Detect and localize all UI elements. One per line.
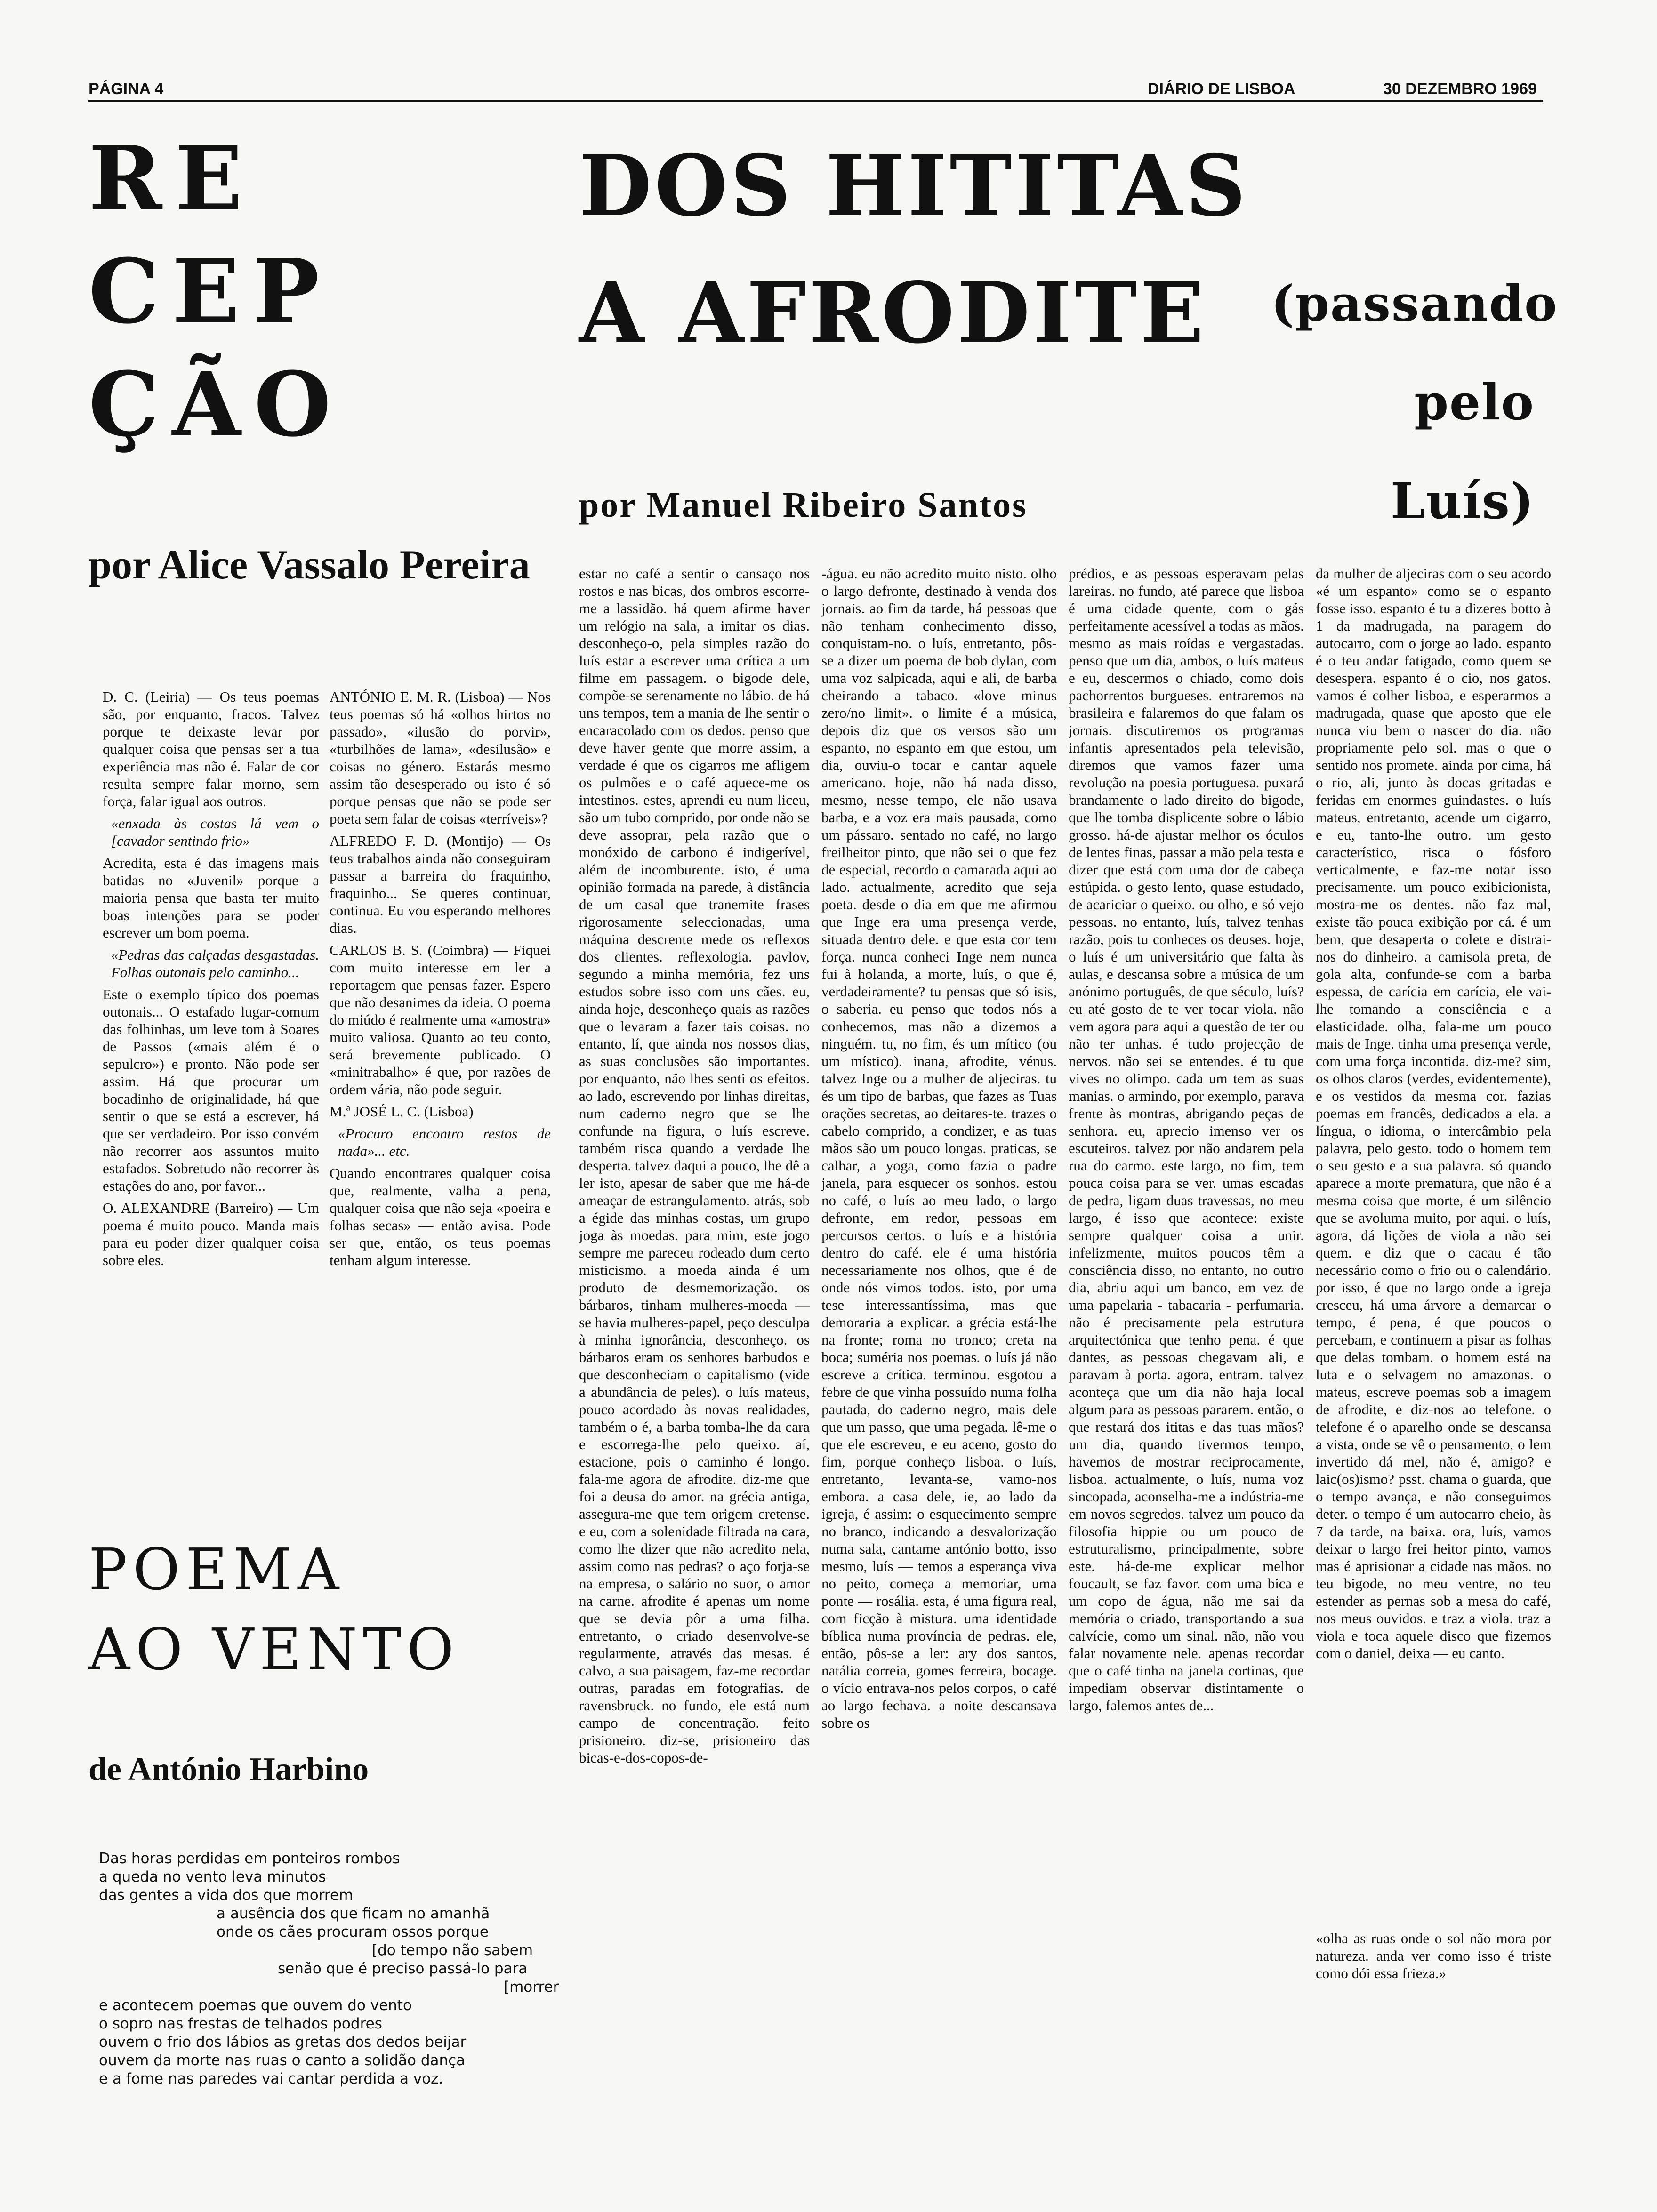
rececao-paragraph: ANTÓNIO E. M. R. (Lisboa) — Nos teus poemas só há «olhos hirtos no passado», «ilusão do porvir», «turbilhões de lama», «desilusão» e coisas no género. Estarás mesmo assim tão desesperado ou isto é só porque pensas que não se pode ser poeta sem falar de coisas «terríveis»? (330, 689, 551, 827)
hititas-column-3: prédios, e as pessoas esperavam pelas lareiras. no fundo, até parece que lisboa é uma cidade quente, com o gás perfeitamente acessível a todas as mãos. mesmo as mais roídas e vergastadas. penso que um dia, ambos, o luís mateus e eu, descermos o chiado, como dois pachorrentos burgueses. entraremos na brasileira e falaremos do que falam os jornais. discutiremos os programas infantis apresentados pela televisão, diremos que vamos fazer uma revolução na poesia portuguesa. puxará brandamente o lado direito do bigode, que lhe tomba displicente sobre o lábio grosso. há-de ajustar melhor os óculos de lentes finas, passar a mão pela testa e dizer que está com uma dor de cabeça estúpida. o gesto lento, quase estudado, de acariciar o queixo. ou olho, e só vejo pessoas. no entanto, luís, talvez tenhas razão, pois tu conheces os deuses. hoje, o luís é um universitário que falta às aulas, e descansa sobre a música de um anónimo português, de que século, luís? eu até gosto de te ver tocar viola. não vem agora para aqui a questão de ter ou não ter unhas. é tudo projecção de nervos. não sei se entendes. é tu que vives no olimpo. cada um tem as suas manias. o armindo, por exemplo, parava frente às montras, abrigando peças de senhora. eu, aprecio imenso ver os escuteiros. talvez por não andarem pela rua do carmo. este largo, no fim, tem pouca coisa para se ver. umas escadas de pedra, ligam duas travessas, no meu largo, é isso que acontece: existe sempre qualquer coisa a unir. infelizmente, muitos poucos têm a consciência disso, no entanto, no outro dia, abriu aqui um banco, em vez de uma papelaria - tabacaria - perfumaria. não é precisamente pela estrutura arquitectónica que tenho pena. é que dantes, as pessoas chegavam ali, e paravam à porta. agora, entram. talvez aconteça que um dia não haja local algum para as pessoas pararem. então, o que restará dos ititas e das tuas mãos? um dia, quando tivermos tempo, havemos de mostrar reciprocamente, lisboa. actualmente, o luís, numa voz sincopada, aconselha-me a indústria-me em novos segredos. talvez um pouco da filosofia hippie ou um pouco de estruturalismo, principalmente, sobre este. há-de-me explicar melhor foucault, se faz favor. com uma bica e um copo de água, não me sai da memória o criado, transportando a sua calvície, como um sinal. não, não vou falar novamente nele. apenas recordar que o café tinha na janela cortinas, que impediam observar distintamente o largo, falemos antes de... (1069, 565, 1304, 1714)
rececao-paragraph: D. C. (Leiria) — Os teus poemas são, por enquanto, fracos. Talvez porque te deixaste levar por qualquer coisa que pensas ser a tua experiência mas não é. Falar de cor resulta sempre falar morno, sem força, falar igual aos outros. (103, 689, 319, 809)
poem-line: onde os cães procuram ossos porque (217, 1923, 489, 1940)
poem-line: a queda no vento leva minutos (99, 1868, 326, 1885)
hititas-column-4 (1316, 565, 1551, 2094)
poem-line: ouvem da morte nas ruas o canto a solidão dança (99, 2052, 466, 2069)
rececao-column-1 (103, 688, 319, 1479)
hititas-subtitle-line: pelo Luís) (1390, 373, 1535, 530)
poema-title-line: POEMA (88, 1536, 345, 1603)
page-number: PÁGINA 4 (88, 80, 164, 98)
header-rule (88, 100, 1543, 102)
hititas-title (579, 122, 1248, 377)
poem-line: o sopro nas frestas de telhados podres (99, 2015, 382, 2032)
rececao-paragraph: CARLOS B. S. (Coimbra) — Fiquei com muito interesse em ler a reportagem que pensas fazer. Espero que não desanimes da ideia. O poema do miúdo é realmente uma «amostra» muito valiosa. Quanto ao teu conto, será brevemente publicado. O «minitrabalho» é que, por razões de ordem vária, não pode seguir. (330, 942, 551, 1098)
hititas-column-4-quote: «olha as ruas onde o sol não mora por natureza. anda ver como isso é triste como dói essa frieza.» (1316, 1930, 1551, 1981)
rececao-paragraph: Quando encontrares qualquer coisa que, realmente, valha a pena, qualquer coisa que não seja «poeira e folhas secas» — então avisa. Pode ser que, então, os teus poemas tenham algum interesse. (330, 1165, 551, 1268)
hititas-title-line: A AFRODITE (579, 264, 1207, 362)
hititas-title-line: DOS HITITAS (579, 136, 1249, 235)
rececao-paragraph: O. ALEXANDRE (Barreiro) — Um poema é muito pouco. Manda mais para eu poder dizer qualquer coisa sobre eles. (103, 1200, 319, 1268)
rececao-quote: «Procuro encontro restos de nada»... etc. (338, 1125, 551, 1159)
poem-line: ouvem o frio dos lábios as gretas dos dedos beijar (99, 2034, 467, 2051)
poem-line: [morrer (504, 1979, 559, 1996)
hititas-subtitle (1271, 254, 1558, 551)
rececao-byline: por Alice Vassalo Pereira (88, 542, 530, 588)
poema-title (88, 1530, 459, 1690)
rececao-paragraph: Este o exemplo típico dos poemas outonais... O estafado lugar-comum das folhinhas, um leve tom à Soares de Passos («mais além é o sepulcro») e pronto. Não pode ser assim. Há que procurar um bocadinho de originalidade, há que sentir o que se está a escrever, há que ser verdadeiro. Por isso convém não recorrer aos assuntos muito estafados. Sobretudo não recorrer às estações do ano, por favor... (103, 986, 319, 1194)
poem-line: das gentes a vida dos que morrem (99, 1887, 354, 1904)
poema-byline: de António Harbino (88, 1751, 369, 1787)
rececao-paragraph: Acredita, esta é das imagens mais batidas no «Juvenil» porque a maioria pensa que basta ter muito boas intenções para se poder escrever um bom poema. (103, 855, 319, 941)
hititas-subtitle-line: (passando (1271, 274, 1558, 332)
rececao-paragraph: ALFREDO F. D. (Montijo) — Os teus trabalhos ainda não conseguiram passar a barreira do fraquinho, fraquinho... Se queres continuar, continua. Eu vou esperando melhores dias. (330, 833, 551, 936)
rececao-column-2 (330, 688, 551, 1479)
poem-line: a ausência dos que ficam no amanhã (217, 1905, 490, 1922)
rececao-title-line: RE (88, 127, 256, 231)
issue-date: 30 DEZEMBRO 1969 (1383, 80, 1537, 98)
hititas-column-4-text: da mulher de aljeciras com o seu acordo «é um espanto» como se o espanto fosse isso. espanto é tu a dizeres botto à 1 da madrugada, na paragem do autocarro, com o jorge ao lado. espanto é o teu andar fatigado, como quem se desespera. espanto é o cio, nos gatos. vamos é colher lisboa, e esperarmos a madrugada, quase que aposto que ele nunca viu bem o nascer do dia. não propriamente pelo sol. mas o que o sentido nos promete. ainda por cima, há o rio, ali, junto às docas gritadas e feridas em enormes guindastes. o luís mateus, entretanto, acende um cigarro, e eu, tanto-lhe outro. um gesto característico, risca o fósforo verticalmente, e faz-me notar isso precisamente. um pouco exibicionista, mostra-me os dentes. não faz mal, existe tão pouca exibição por cá. é um bem, que desaperta o colete e distrai-nos do dinheiro. a camisola preta, de gola alta, confunde-se com a barba espessa, de carícia em carícia, ele vai-lhe tomando a consciência e a elasticidade. olha, fala-me um pouco mais de Inge. tinha uma presença verde, com uma força incontida. diz-me? sim, os olhos claros (verdes, evidentemente), e os vestidos da mesma cor. fazias poemas em francês, dedicados a ela. a língua, o idioma, o intercâmbio pela palavra, pelo gesto. todo o homem tem o seu gesto e a sua palavra. só quando aparece a morte prematura, que não é a mesma coisa que morte, é um silêncio que se avoluma muito, por aqui. o luís, agora, dá lições de viola a não sei quem. e diz que o cacau é tão necessário como o frio ou o calendário. por isso, é que no largo onde a igreja cresceu, há uma árvore a demarcar o tempo, é pena, é que poucos o percebam, e continuem a pisar as folhas que delas tombam. o homem está na luta e o selvagem no amazonas. o mateus, escreve poemas sob a imagem de afrodite, e diz-nos ao telefone. o telefone é o aparelho onde se descansa a vista, onde se vê o pensamento, o lem invertido dá mel, não é, amigo? e laic(os)ismo? psst. chama o guarda, que o tempo avança, e não conseguimos deter. o tempo é um autocarro cheio, às 7 da tarde, na baixa. ora, luís, vamos deixar o largo frei heitor pinto, vamos mas é aprisionar a cidade nas mãos. no teu bigode, no meu ventre, no teu estender as pernas sob a mesa do café, nos meus ouvidos. e traz a viola. traz a viola e toca aquele disco que fizemos com o daniel, deixa — eu canto. (1316, 565, 1551, 1661)
rececao-paragraph: M.ª JOSÉ L. C. (Lisboa) (330, 1103, 474, 1120)
poem-line: e a fome nas paredes vai cantar perdida a voz. (99, 2070, 443, 2087)
hititas-byline: por Manuel Ribeiro Santos (579, 485, 1028, 525)
rececao-title-line: CEP (88, 240, 333, 344)
poem-line: Das horas perdidas em ponteiros rombos (99, 1850, 400, 1867)
rececao-quote: «enxada às costas lá vem o [cavador sentindo frio» (111, 815, 319, 849)
poem-line: [do tempo não sabem (372, 1942, 533, 1959)
hititas-column-2: -água. eu não acredito muito nisto. olho o largo defronte, destinado à venda dos jornais. ao fim da tarde, há pessoas que não tenham conhecimento disso, conquistam-no. o luís, entretanto, pôs-se a dizer um poema de bob dylan, com uma voz salpicada, aqui e ali, de barba cheirando a tabaco. «love minus zero/no limit». o limite é a música, depois diz que os versos são um espanto, no espanto em que estou, um dia, ouviu-o tocar e cantar aquele americano. hoje, não há nada disso, mesmo, nesse tempo, ele não usava barba, e a voz era mais pausada, como um pássaro. sentado no café, no largo freilheitor pinto, que não sei o que fez de especial, recordo o camarada aqui ao lado. actualmente, acredito que seja poeta. desde o dia em que me afirmou que Inge era uma presença verde, situada dentro dele. e que esta cor tem força. nunca conheci Inge nem nunca fui à holanda, a morte, luís, o que é, verdadeiramente? tu pensas que só isis, o saberia. eu penso que todos nós a conhecemos, mas não a dizemos a ninguém. tu, no fim, és um mítico (ou um místico). inana, afrodite, vénus. talvez Inge ou a mulher de aljeciras. tu és um tipo de barbas, que fazes as Tuas orações secretas, ao deitares-te. trazes o cabelo comprido, a condizer, e as tuas mãos são um pouco longas. praticas, se calhar, a yoga, como fazia o padre janela, para esquecer os sonhos. estou no café, o luís ao meu lado, o largo defronte, em redor, pessoas em percursos certos. o luís e a história dentro do café. ele é uma história necessariamente nos olhos, que é de onde nós vimos todos. isto, por uma tese interessantíssima, mas que demoraria a explicar. a grécia está-lhe na fronte; roma no tronco; creta na boca; suméria nos poemas. o luís já não escreve a crítica. terminou. esgotou a febre de que vinha possuído numa folha pautada, do caderno negro, mais dele que um passo, que uma pegada. lê-me o que ele escreveu, e eu aceno, gosto do fim, porque conheço lisboa. o luís, entretanto, levanta-se, vamo-nos embora. a casa dele, ie, ao lado da igreja, é assim: o esquecimento sempre no branco, indicando a desvalorização numa sala, cantame antónio botto, isso mesmo, luís — temos a esperança viva no peito, começa a memoriar, uma ponte — rosália. esta, é uma figura real, com ficção à mistura. uma identidade bíblica numa província de pedras. ele, então, pôs-se a ler: ary dos santos, natália correia, gomes ferreira, bocage. o vício entrava-nos pelos corpos, o café ao largo fechava. a noite descansava sobre os (821, 565, 1057, 1731)
hititas-column-1: estar no café a sentir o cansaço nos rostos e nas bicas, dos ombros escorre-me a lassidão. há quem afirme haver um relógio na sala, a imitar os dias. desconheço-o, pela simples razão do luís estar a escrever uma crítica a um filme em passagem. o bigode dele, compõe-se serenamente no lábio. de há uns tempos, tem a mania de lhe sentir o encaracolado com os dedos. penso que deve haver gente que morre assim, a verdade é que os cigarros me afligem os pulmões e o café aquece-me os intestinos. estes, aprendi eu num liceu, são um tubo comprido, por onde não se deve assoprar, pela razão que o monóxido de carbono é indigerível, além de incomburente. isto, é uma opinião formada na parede, à distância de um casal que tranemite frases rigorosamente seleccionadas, uma máquina descrente mede os reflexos dos clientes. reflexologia. pavlov, segundo a minha memória, fez uns estudos sobre isso com uns cães. eu, ainda hoje, desconheço quais as razões que o levaram a fazer tais coisas. no entanto, lí, que ainda nos nossos dias, as suas conclusões são importantes. por enquanto, não lhes senti os efeitos. ao lado, escrevendo por linhas direitas, num caderno negro que se lhe confunde na figura, o luís escreve. também risca quando a verdade lhe desperta. talvez daqui a pouco, lhe dê a ler isto, apesar de saber que me há-de ameaçar de estrangulamento. atrás, sob a égide das minhas costas, um grupo joga às moedas. para mim, este jogo sempre me pareceu rodeado dum certo misticismo. a moeda ainda é um produto de desmemorização. os bárbaros, tinham mulheres-moeda — se havia mulheres-papel, peço desculpa à minha ignorância, desconheço. os bárbaros eram os senhores barbudos e que desconheciam o capitalismo (vide a abundância de peles). o luís mateus, pouco acordado às novas realidades, também o é, a barba tomba-lhe da cara e escorrega-lhe pelo queixo. aí, estacione, pois o caminho é longo. fala-me agora de afrodite. diz-me que foi a deusa do amor. na grécia antiga, assegura-me que tem origem cretense. e eu, com a solenidade filtrada na cara, como lhe dizer que não acredito nela, assim como nas pedras? o aço forja-se na empresa, o salário no suor, o amor na carne. afrodite é apenas um nome que se devia pôr a uma filha. entretanto, o criado desenvolve-se regularmente, através das mesas. é calvo, a sua paisagem, faz-me recordar outras, paradas em fotografias. de ravensbruck. no fundo, ele está num campo de concentração. feito prisioneiro. diz-se, prisioneiro das bicas-e-dos-copos-de- (579, 565, 810, 1766)
newspaper-name: DIÁRIO DE LISBOA (1148, 80, 1295, 98)
rececao-title-line: ÇÃO (88, 353, 345, 457)
poema-body (99, 1850, 570, 2141)
poem-line: senão que é preciso passá-lo para (278, 1960, 528, 1977)
rececao-title (88, 122, 344, 461)
rececao-quote: «Pedras das calçadas desgastadas. Folhas outonais pelo caminho... (111, 946, 319, 980)
poem-line: e acontecem poemas que ouvem do vento (99, 1997, 412, 2014)
poema-title-line: AO VENTO (88, 1616, 460, 1683)
